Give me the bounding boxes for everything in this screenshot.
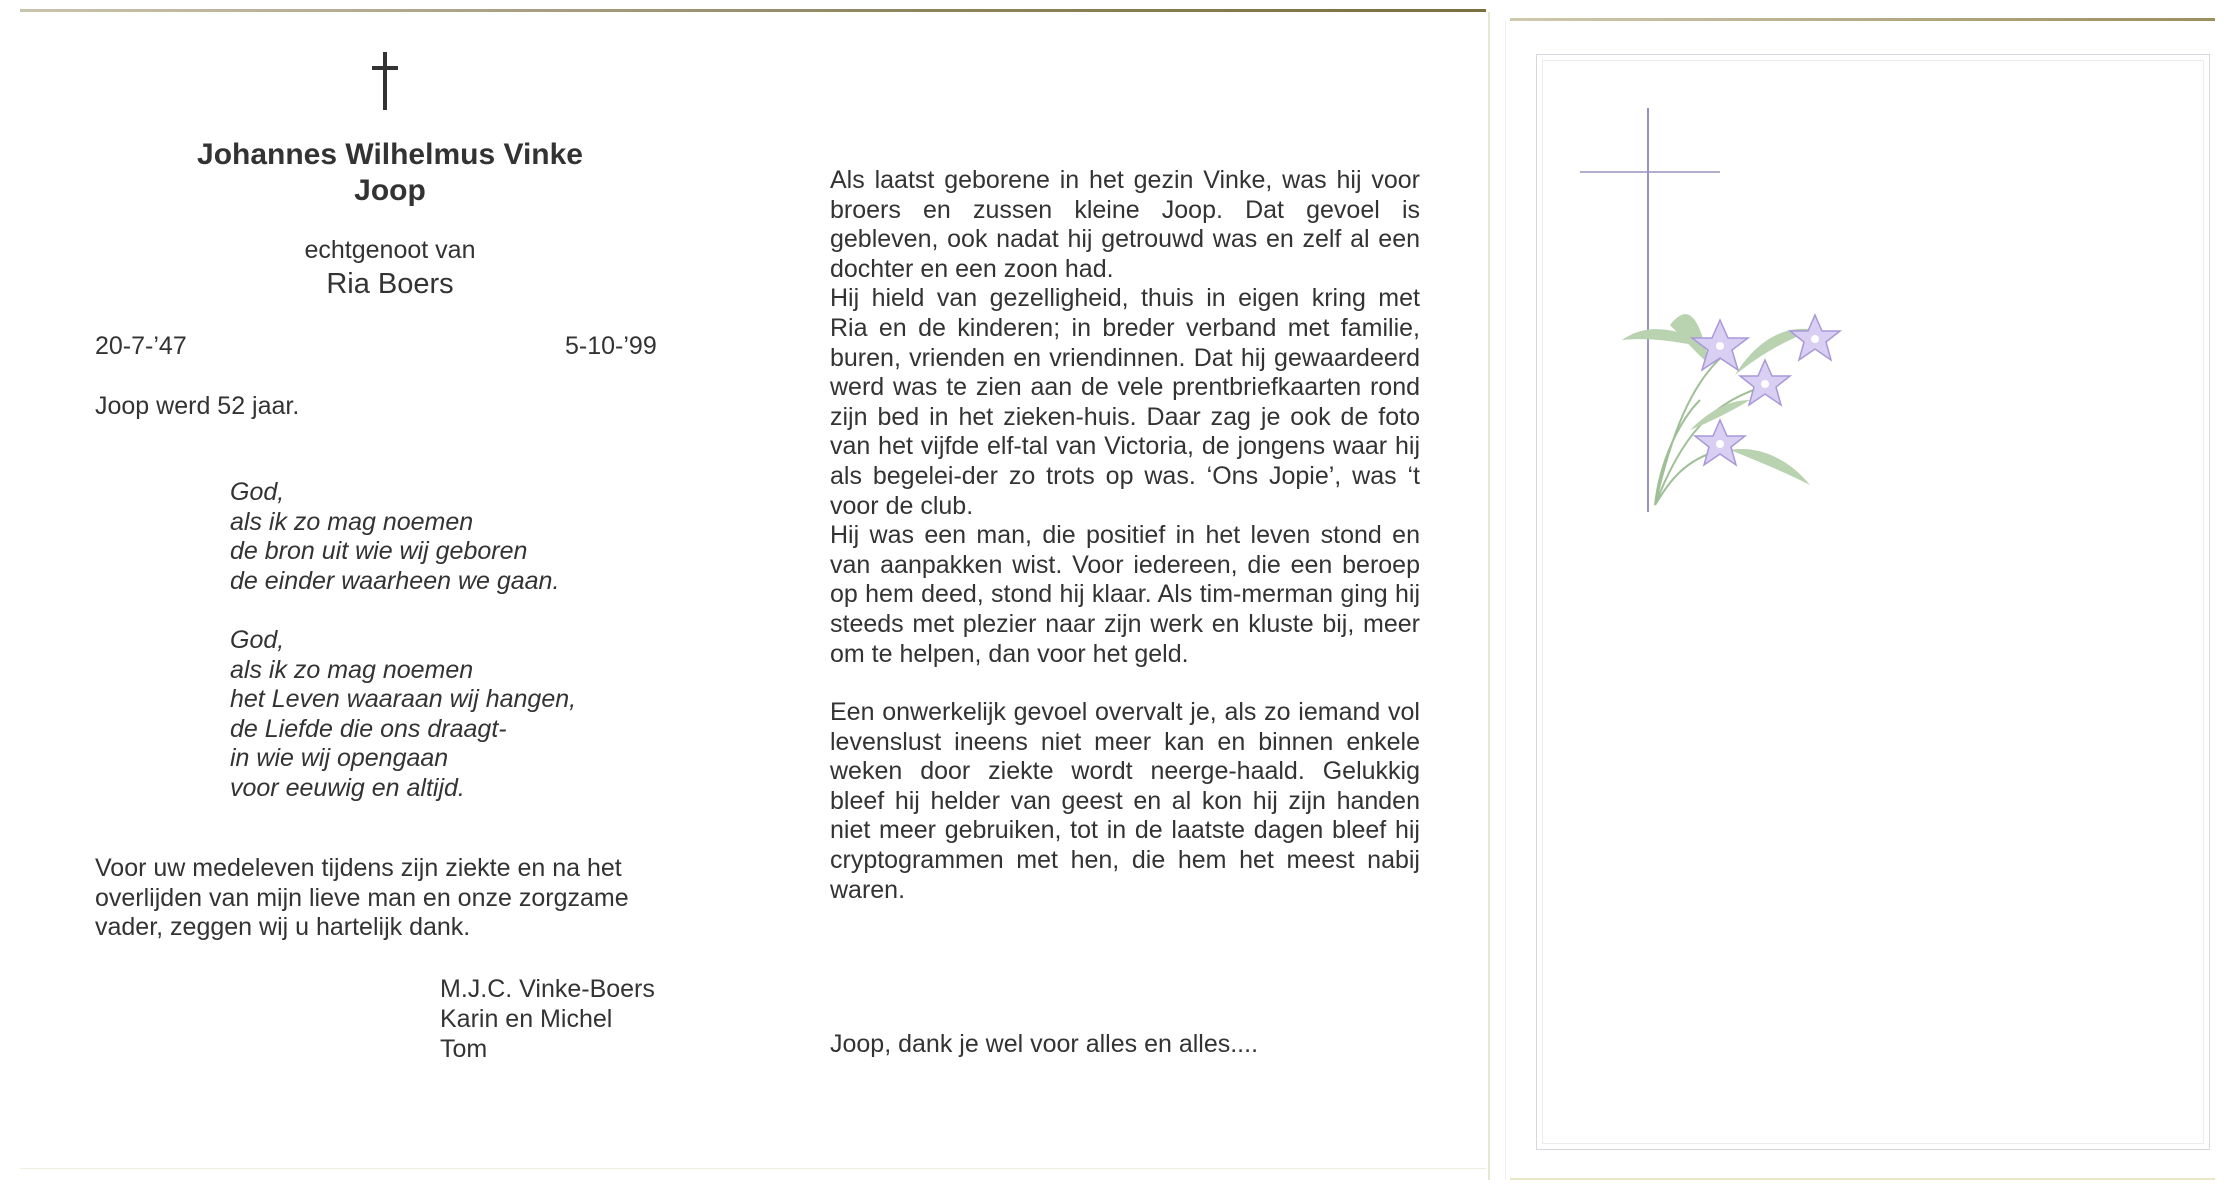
story-paragraph-3: Hij was een man, die positief in het leven stond en van aanpakken wist. Voor iedereen, die een beroep op hem deed, stond hij klaar. Als tim-merman ging hij steeds met plezier naar zijn werk en kluste bij, meer om te helpen, dan voor het geld. <box>830 521 1420 668</box>
nickname: Joop <box>354 174 426 207</box>
cross-icon <box>372 52 398 110</box>
poem-line: de bron uit wie wij geboren <box>230 537 528 565</box>
signatory: M.J.C. Vinke-Boers <box>440 975 655 1003</box>
card-fold-shadow-2 <box>1505 20 1506 1180</box>
poem-stanza-2 <box>230 626 576 803</box>
card-bottom-edge <box>20 1168 1486 1169</box>
birth-date: 20-7-’47 <box>95 332 187 360</box>
card-bottom-edge-right <box>1510 1178 2215 1180</box>
story-paragraph-2: Hij hield van gezelligheid, thuis in eigen kring met Ria en de kinderen; in breder verband met familie, buren, vrienden en vriendinnen. Dat hij gewaardeerd werd was te zien aan de vele prentbriefkaarten rond zijn bed in het zieken-huis. Daar zag je ook de foto van het vijfde elf-tal van Victoria, de jongens waar hij als begelei-der zo trots op was. ‘Ons Jopie’, was ‘t voor de club. <box>830 284 1420 520</box>
poem-line: het Leven waaraan wij hangen, <box>230 685 577 713</box>
signatory: Karin en Michel <box>440 1005 613 1033</box>
poem-line: in wie wij opengaan <box>230 744 449 772</box>
closing-line: Joop, dank je wel voor alles en alles.... <box>830 1030 1259 1058</box>
poem-line: voor eeuwig en altijd. <box>230 773 465 802</box>
spouse-name: Ria Boers <box>326 268 454 300</box>
poem-line: de Liefde die ons draagt- <box>230 714 507 743</box>
poem-line: God, <box>230 478 285 506</box>
poem-stanza-1 <box>230 478 559 596</box>
poem-line: als ik zo mag noemen <box>230 507 474 536</box>
signatory: Tom <box>440 1035 488 1063</box>
poem-line: de einder waarheen we gaan. <box>230 566 560 595</box>
card-fold-shadow <box>1488 12 1490 1180</box>
death-date: 5-10-’99 <box>565 332 657 360</box>
story-paragraph-1: Als laatst geborene in het gezin Vinke, was hij voor broers en zussen kleine Joop. Dat gevoel is gebleven, ook nadat hij getrouwd was en zelf al een dochter en een zoon had. <box>830 166 1420 283</box>
thanks-text <box>95 854 629 943</box>
full-name: Johannes Wilhelmus Vinke <box>197 138 583 171</box>
thanks-line: overlijden van mijn lieve man en onze zorgzame <box>95 883 629 912</box>
thanks-line: Voor uw medeleven tijdens zijn ziekte en na het <box>95 854 622 882</box>
age-line: Joop werd 52 jaar. <box>95 392 300 420</box>
card-top-edge-right <box>1510 18 2215 21</box>
story-paragraph-4: Een onwerkelijk gevoel overvalt je, als zo iemand vol levenslust ineens niet meer kan en binnen enkele weken door ziekte wordt neerge-haald. Gelukkig bleef hij helder van geest en al kon hij zijn handen niet meer gebruiken, tot in de laatste dagen bleef hij cryptogrammen met hen, die hem het meest nabij waren. <box>830 698 1420 904</box>
thanks-line: vader, zeggen wij u hartelijk dank. <box>95 913 471 941</box>
spouse-label: echtgenoot van <box>304 236 476 264</box>
signatories <box>440 974 655 1064</box>
poem-line: als ik zo mag noemen <box>230 655 474 684</box>
middle-panel-text <box>830 166 1420 905</box>
card-top-edge <box>20 9 1486 12</box>
cross-with-flowers-icon <box>1560 100 1900 530</box>
poem-line: God, <box>230 626 285 654</box>
